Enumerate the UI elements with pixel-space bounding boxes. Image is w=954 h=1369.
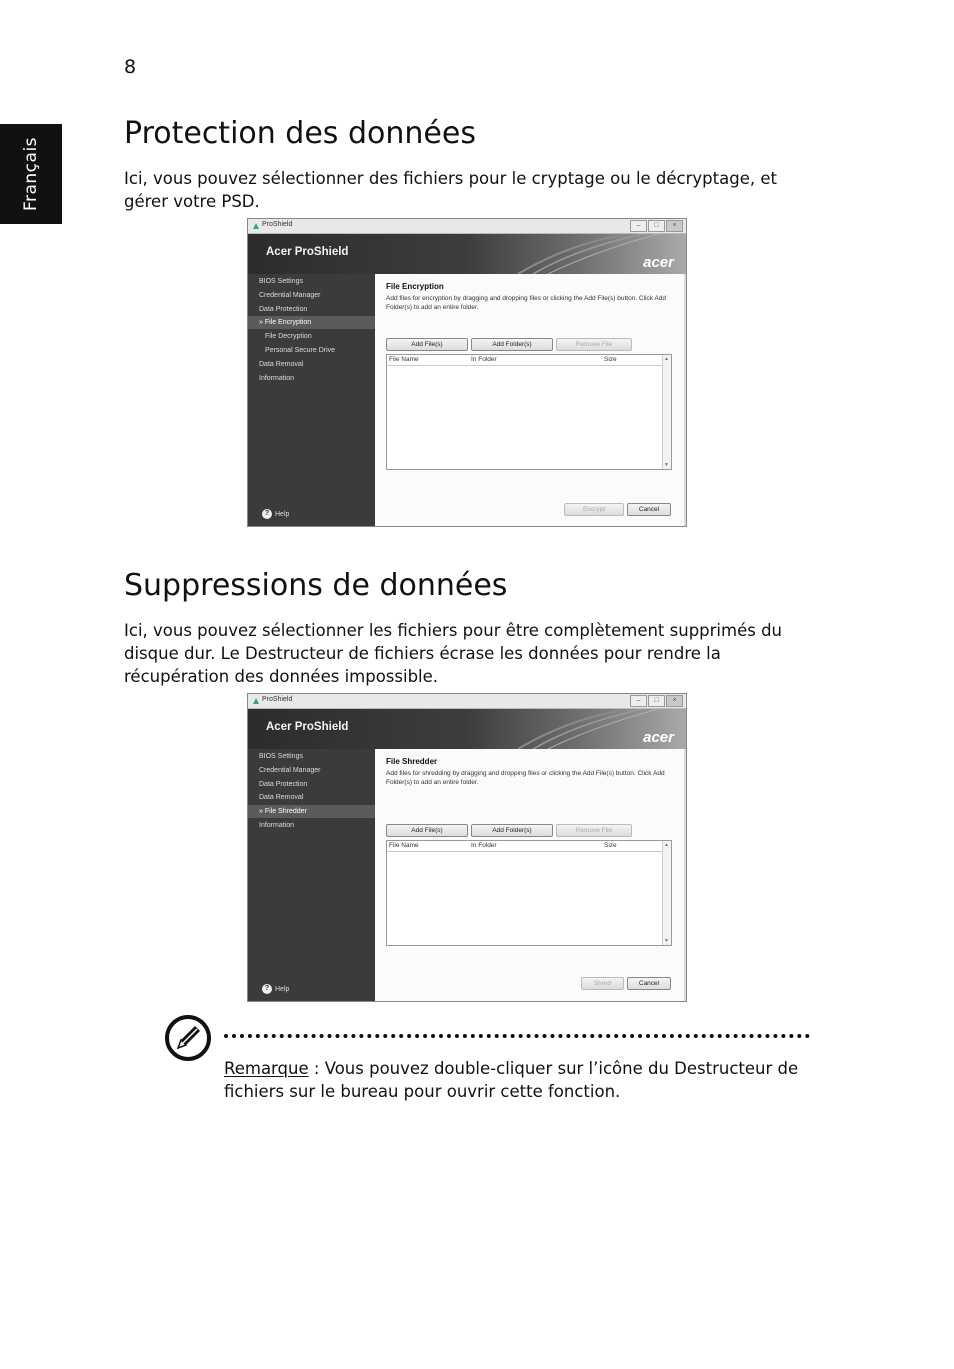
- minimize-icon[interactable]: –: [630, 695, 647, 707]
- help-icon: ?: [262, 509, 272, 519]
- column-file-name: File Name: [389, 842, 419, 849]
- maximize-icon[interactable]: □: [648, 220, 665, 232]
- nav-item-bios-settings[interactable]: BIOS Settings: [259, 278, 303, 285]
- nav-item-file-decryption[interactable]: File Decryption: [265, 333, 312, 340]
- window-titlebar: [248, 694, 686, 709]
- app-banner: [248, 234, 686, 274]
- product-name: Acer ProShield: [266, 721, 349, 733]
- app-icon: [252, 222, 260, 230]
- encrypt-button[interactable]: Encrypt: [564, 503, 624, 516]
- acer-logo: acer: [643, 729, 674, 746]
- language-tab-label: Français: [21, 136, 41, 212]
- column-in-folder: In Folder: [471, 842, 497, 849]
- help-link[interactable]: [262, 984, 289, 994]
- nav-item-data-removal[interactable]: Data Removal: [259, 361, 304, 368]
- nav-item-file-shredder[interactable]: » File Shredder: [259, 808, 307, 815]
- window-title: ProShield: [262, 221, 293, 228]
- nav-item-information[interactable]: Information: [259, 375, 295, 382]
- remove-file-button[interactable]: Remove File: [556, 824, 632, 837]
- help-link[interactable]: [262, 509, 289, 519]
- language-tab: [0, 124, 62, 224]
- add-files-button[interactable]: Add File(s): [386, 338, 468, 351]
- note-text: [224, 1057, 814, 1103]
- panel-description: Add files for shredding by dragging and dropping files or clicking the Add File(s) button. Click Add Folder(s) to add an entire folder.: [386, 770, 665, 786]
- nav-item-data-protection[interactable]: Data Protection: [259, 306, 308, 313]
- app-banner: [248, 709, 686, 749]
- cancel-button[interactable]: Cancel: [627, 503, 671, 516]
- help-label: Help: [275, 985, 290, 993]
- scroll-down-icon[interactable]: ▼: [664, 938, 669, 944]
- nav-item-personal-secure-drive[interactable]: Personal Secure Drive: [265, 347, 336, 354]
- nav-item-data-protection[interactable]: Data Protection: [259, 781, 308, 788]
- scroll-up-icon[interactable]: ▲: [664, 842, 669, 848]
- window-controls: [630, 220, 683, 232]
- acer-logo: acer: [643, 254, 674, 271]
- file-list[interactable]: [386, 840, 672, 946]
- add-folders-button[interactable]: Add Folder(s): [471, 824, 553, 837]
- minimize-icon[interactable]: –: [630, 220, 647, 232]
- screenshot-file-shredder: [247, 693, 687, 1002]
- app-icon: [252, 697, 260, 705]
- file-list-scrollbar[interactable]: [662, 355, 671, 469]
- panel-description: Add files for encryption by dragging and dropping files or clicking the Add File(s) button. Click Add Folder(s) to add an entire folder.: [386, 295, 667, 311]
- nav-item-data-removal[interactable]: Data Removal: [259, 794, 304, 801]
- scroll-up-icon[interactable]: ▲: [664, 356, 669, 362]
- sidebar: [248, 749, 375, 1001]
- section-paragraph-protection: Ici, vous pouvez sélectionner des fichiers pour le cryptage ou le décryptage, et gérer votre PSD.: [124, 169, 777, 211]
- file-list-header: [387, 355, 662, 366]
- window-title: ProShield: [262, 696, 293, 703]
- help-label: Help: [275, 510, 290, 518]
- maximize-icon[interactable]: □: [648, 695, 665, 707]
- section-heading-protection: Protection des données: [124, 116, 476, 151]
- add-folders-button[interactable]: Add Folder(s): [471, 338, 553, 351]
- nav-item-credential-manager[interactable]: Credential Manager: [259, 767, 321, 774]
- column-size: Size: [604, 356, 617, 363]
- nav-item-file-encryption[interactable]: » File Encryption: [259, 319, 312, 326]
- panel-title: File Shredder: [386, 757, 438, 766]
- panel-title: File Encryption: [386, 282, 444, 291]
- note-label: Remarque: [224, 1059, 309, 1078]
- note-divider: [224, 1034, 810, 1038]
- file-list[interactable]: [386, 354, 672, 470]
- column-in-folder: In Folder: [471, 356, 497, 363]
- section-heading-suppression: Suppressions de données: [124, 568, 508, 603]
- column-size: Size: [604, 842, 617, 849]
- add-files-button[interactable]: Add File(s): [386, 824, 468, 837]
- close-icon[interactable]: ×: [666, 220, 683, 232]
- nav-item-bios-settings[interactable]: BIOS Settings: [259, 753, 303, 760]
- content-panel: [375, 749, 684, 1001]
- screenshot-file-encryption: [247, 218, 687, 527]
- help-icon: ?: [262, 984, 272, 994]
- nav-item-information[interactable]: Information: [259, 822, 295, 829]
- file-list-scrollbar[interactable]: [662, 841, 671, 945]
- page-number: 8: [124, 56, 137, 78]
- window-titlebar: [248, 219, 686, 234]
- cancel-button[interactable]: Cancel: [627, 977, 671, 990]
- remove-file-button[interactable]: Remove File: [556, 338, 632, 351]
- window-controls: [630, 695, 683, 707]
- note-body: : Vous pouvez double-cliquer sur l’icône du Destructeur de fichiers sur le bureau pour ouvrir cette fonction.: [224, 1059, 799, 1101]
- column-file-name: File Name: [389, 356, 419, 363]
- section-paragraph-suppression: Ici, vous pouvez sélectionner les fichiers pour être complètement supprimés du disque dur. Le Destructeur de fichiers écrase les données pour rendre la récupération des données impossible.: [124, 621, 783, 686]
- scroll-down-icon[interactable]: ▼: [664, 462, 669, 468]
- note-pen-icon: [164, 1014, 212, 1062]
- file-list-header: [387, 841, 662, 852]
- nav-item-credential-manager[interactable]: Credential Manager: [259, 292, 321, 299]
- product-name: Acer ProShield: [266, 246, 349, 258]
- content-panel: [375, 274, 684, 526]
- shred-button[interactable]: Shred: [581, 977, 624, 990]
- sidebar: [248, 274, 375, 526]
- close-icon[interactable]: ×: [666, 695, 683, 707]
